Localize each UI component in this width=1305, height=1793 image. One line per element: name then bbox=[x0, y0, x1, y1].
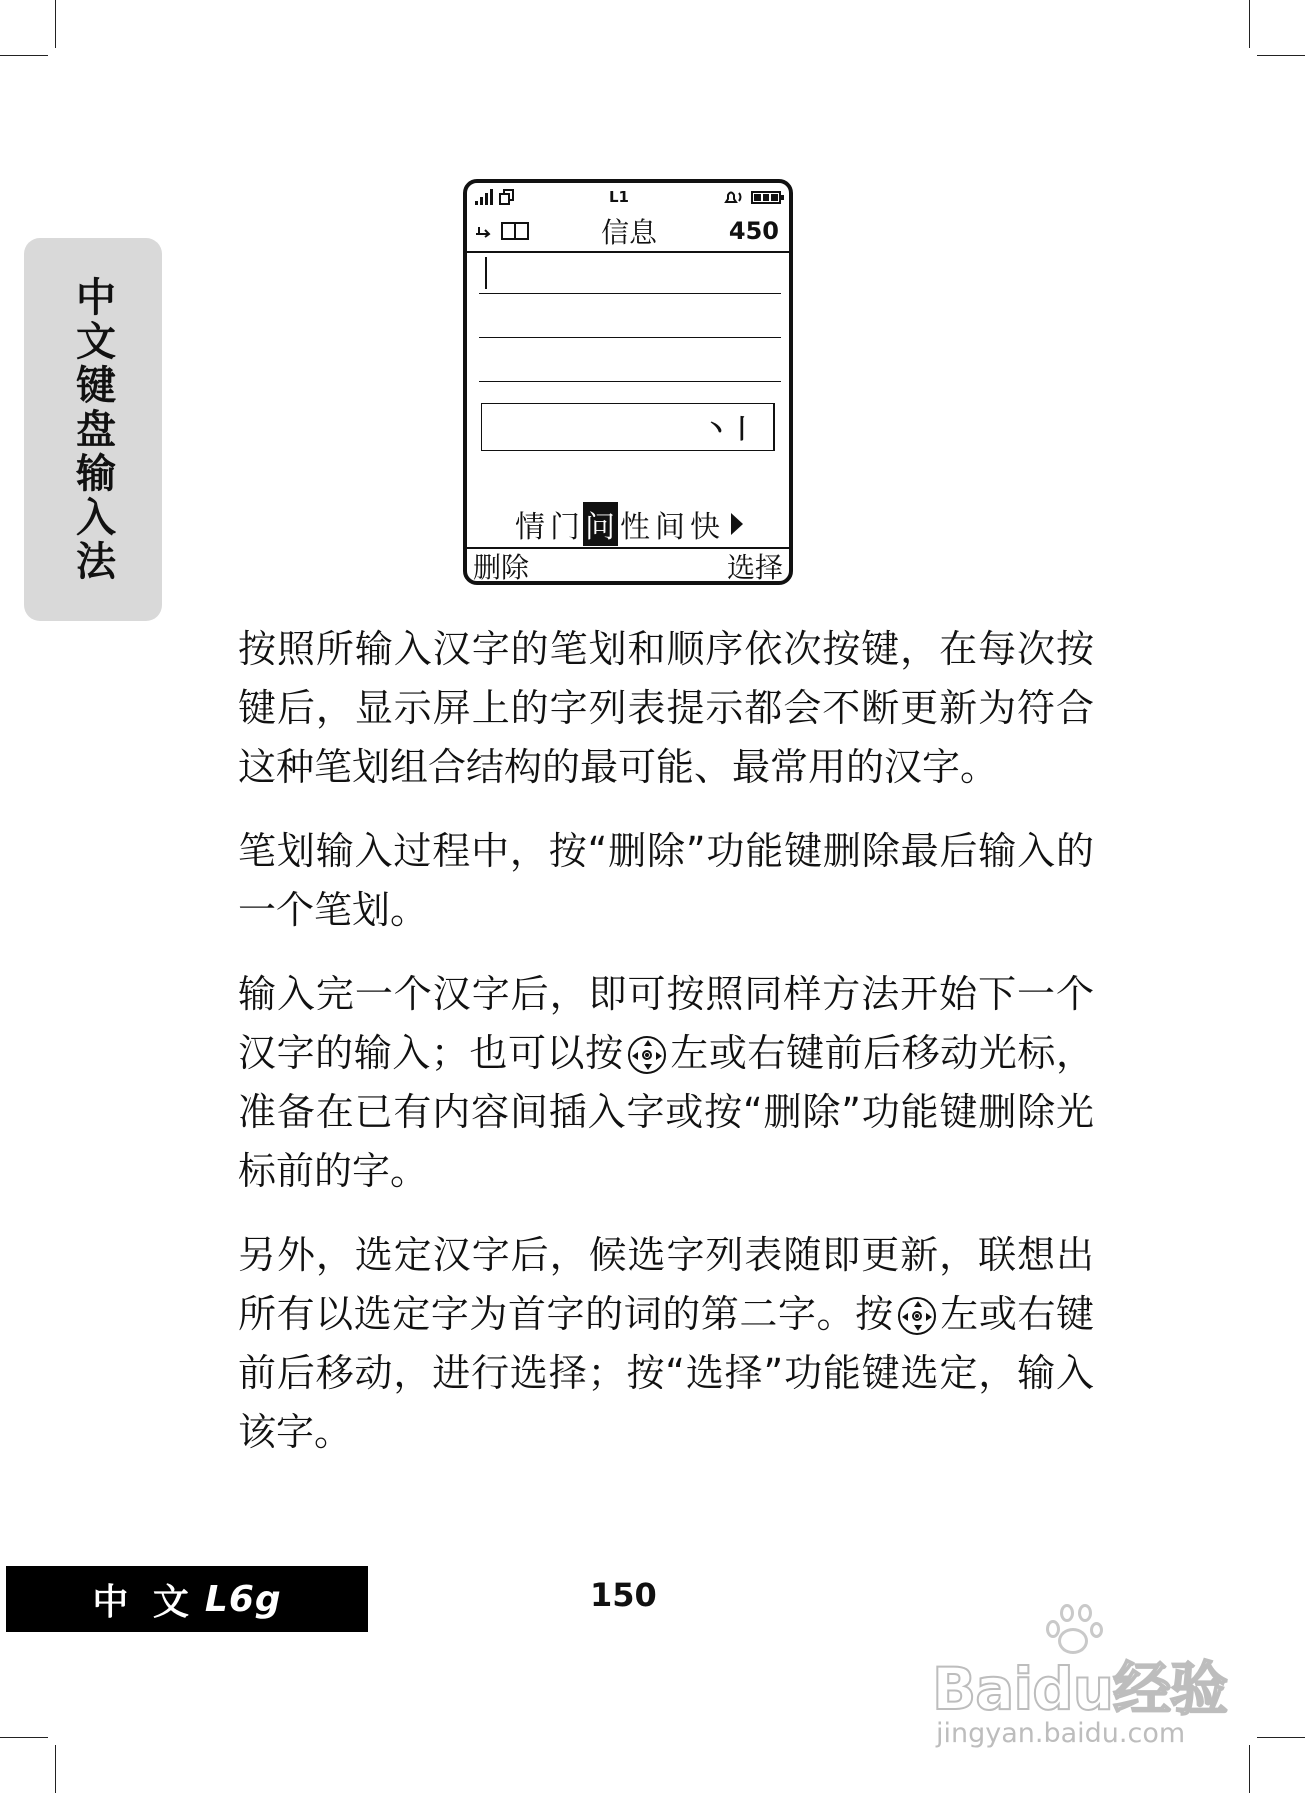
candidate-char: 门 bbox=[550, 510, 581, 545]
select-softkey: 选择 bbox=[726, 551, 783, 584]
delete-softkey: 删除 bbox=[473, 551, 530, 584]
battery-icon bbox=[751, 191, 781, 204]
watermark-brand: Baidu经验 bbox=[932, 1655, 1228, 1723]
paragraph: 笔划输入过程中，按“删除”功能键删除最后输入的一个笔划。 bbox=[238, 829, 1094, 932]
book-icon bbox=[501, 222, 529, 240]
crop-mark bbox=[1249, 0, 1250, 48]
text-line bbox=[479, 293, 781, 294]
text-line bbox=[479, 381, 781, 382]
crop-mark bbox=[0, 55, 48, 56]
nav-key-icon bbox=[628, 1036, 666, 1074]
crop-mark bbox=[55, 0, 56, 48]
stroke-input-box bbox=[481, 403, 775, 451]
candidate-char: 性 bbox=[620, 510, 651, 545]
candidate-char: 情 bbox=[515, 510, 546, 545]
screen-title: 信息 bbox=[600, 216, 657, 249]
message-text-area bbox=[467, 253, 789, 445]
signal-icon bbox=[475, 189, 493, 205]
page-number: 150 bbox=[590, 1576, 657, 1614]
footer-model: L6g bbox=[204, 1578, 282, 1620]
phone-screen bbox=[463, 179, 793, 585]
char-count: 450 bbox=[728, 217, 779, 245]
title-bar bbox=[467, 211, 789, 253]
footer-bar bbox=[6, 1566, 368, 1632]
candidate-list bbox=[467, 501, 789, 549]
paragraph-text: 输入完一个汉字后，即可按照同样方法开始下一个汉字的输入；也可以按 bbox=[238, 972, 1094, 1075]
crop-mark bbox=[55, 1745, 56, 1793]
crop-mark bbox=[1257, 55, 1305, 56]
paragraph bbox=[238, 965, 1094, 1201]
candidate-char: 快 bbox=[690, 510, 721, 545]
paragraph-text: 左或右键前后移动，进行选择；按“选择”功能键选定，输入该字。 bbox=[238, 1292, 1094, 1454]
paragraph-text: 另外，选定汉字后，候选字列表随即更新，联想出所有以选定字为首字的词的第二字。按 bbox=[238, 1233, 1094, 1336]
footer-label: 中 文 bbox=[92, 1581, 195, 1623]
more-arrow-icon bbox=[731, 513, 743, 535]
crop-mark bbox=[1257, 1737, 1305, 1738]
copy-icon bbox=[499, 189, 515, 205]
stroke-input-value: 丶丨 bbox=[702, 414, 755, 445]
text-line bbox=[479, 337, 781, 338]
paragraph-text: 左或右键前后移动光标，准备在已有内容间插入字或按“删除”功能键删除光标前的字。 bbox=[238, 1031, 1094, 1193]
watermark bbox=[932, 1600, 1232, 1750]
input-arrow-icon bbox=[475, 224, 495, 238]
candidate-char: 间 bbox=[655, 510, 686, 545]
chapter-tab-label: 中文键盘输入法 bbox=[69, 275, 117, 584]
line-icon: L1 bbox=[609, 188, 629, 206]
ringer-icon bbox=[723, 189, 745, 205]
candidate-char-selected: 问 bbox=[583, 502, 618, 546]
chapter-tab bbox=[24, 238, 162, 621]
crop-mark bbox=[1249, 1745, 1250, 1793]
paragraph bbox=[238, 1226, 1094, 1462]
text-cursor bbox=[485, 257, 487, 289]
paragraph: 按照所输入汉字的笔划和顺序依次按键，在每次按键后，显示屏上的字列表提示都会不断更新为符合这种笔划组合结构的最可能、最常用的汉字。 bbox=[238, 627, 1094, 789]
softkey-bar bbox=[467, 547, 789, 585]
crop-mark bbox=[0, 1737, 48, 1738]
body-text bbox=[238, 620, 1094, 1487]
watermark-url: jingyan.baidu.com bbox=[936, 1718, 1186, 1749]
nav-key-icon bbox=[898, 1297, 936, 1335]
status-bar bbox=[467, 183, 789, 211]
